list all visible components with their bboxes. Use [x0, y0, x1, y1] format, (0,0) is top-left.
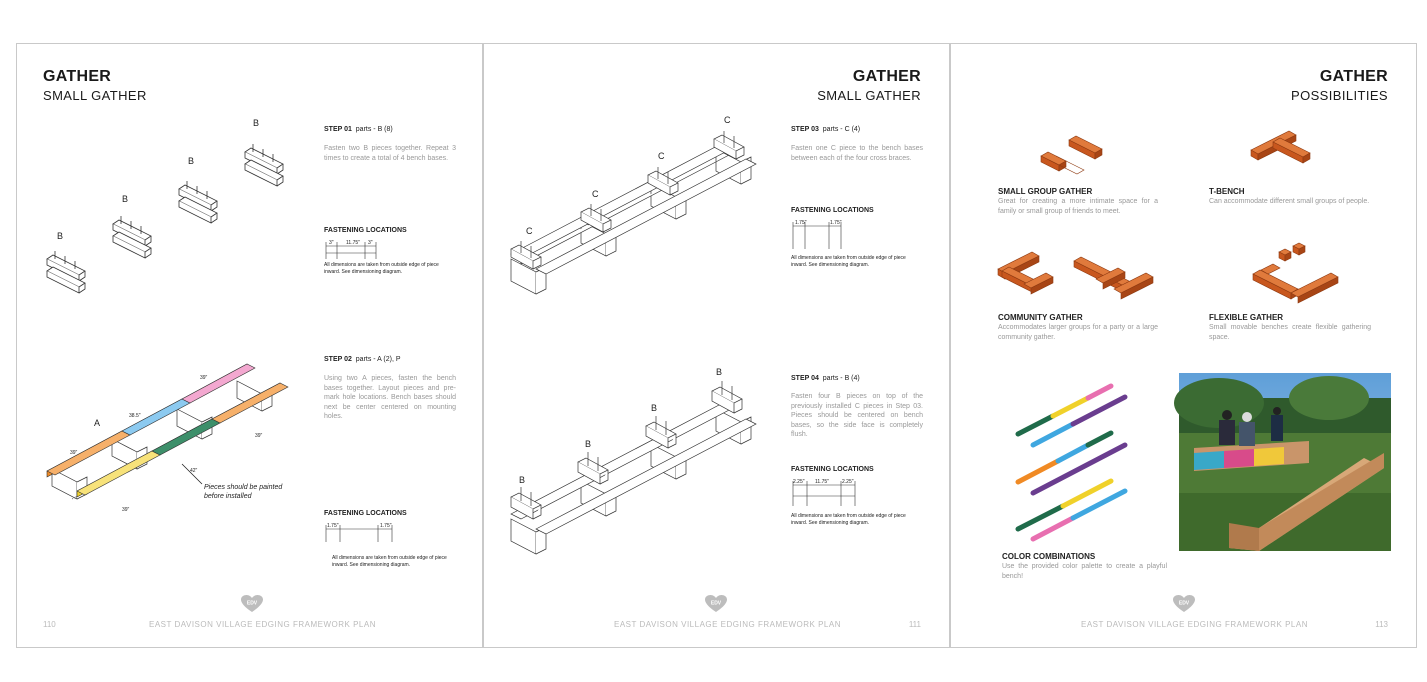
small-group-gather-illustration: [1039, 132, 1119, 182]
dim-39-top: 39": [200, 375, 208, 381]
page-subtitle: POSSIBILITIES: [1291, 88, 1388, 103]
page-113: [950, 43, 1417, 648]
page-number: 110: [43, 620, 56, 629]
step-02-parts: parts - A (2), P: [355, 356, 401, 363]
community-gather-title: COMMUNITY GATHER: [998, 313, 1083, 322]
fastening-note-2: All dimensions are taken from outside edge of piece inward. See dimensioning diagram.: [332, 555, 447, 568]
t-bench-title: T-BENCH: [1209, 187, 1245, 196]
color-combinations-illustration: [1013, 379, 1143, 544]
fastening-title-3: FASTENING LOCATIONS: [791, 207, 874, 214]
step-03-text: Fasten one C piece to the bench bases between each of the four cross braces.: [791, 145, 923, 162]
dim-39-left: 39": [70, 450, 78, 456]
edv-heart-logo: [705, 595, 727, 613]
fastening-4-dim-1: 2.25": [793, 479, 805, 485]
fastening-1-dim-3: 3": [368, 240, 373, 246]
step-02-diagram: [42, 359, 292, 519]
color-combinations-text: Use the provided color palette to create a playful bench!: [1002, 563, 1167, 580]
page-title: GATHER: [43, 68, 112, 85]
fastening-3-dim-2: 1.75": [830, 220, 842, 226]
step-03-label: STEP 03: [791, 126, 819, 133]
step-03-heading: [791, 126, 860, 133]
logo-text: EDV: [710, 600, 722, 607]
label-c-1: C: [526, 226, 533, 236]
t-bench-text: Can accommodate different small groups of people.: [1209, 198, 1370, 205]
flexible-gather-text: Small movable benches create flexible gathering space.: [1209, 324, 1371, 341]
fastening-1-dim-1: 3": [329, 240, 334, 246]
fastening-note-1: All dimensions are taken from outside edge of piece inward. See dimensioning diagram.: [324, 262, 439, 275]
paint-note-line-1: Pieces should be painted: [204, 484, 283, 491]
small-group-gather-title: SMALL GROUP GATHER: [998, 187, 1093, 196]
fastening-note-4: All dimensions are taken from outside edge of piece inward. See dimensioning diagram.: [791, 513, 906, 526]
footer-text: EAST DAVISON VILLAGE EDGING FRAMEWORK PLAN: [1081, 620, 1308, 629]
step-01-text: Fasten two B pieces together. Repeat 3 times to create a total of 4 bench bases.: [324, 145, 456, 162]
fastening-diagram-4: [791, 478, 861, 508]
step-04-label: STEP 04: [791, 375, 819, 382]
fastening-4-dim-3: 2.25": [842, 479, 854, 485]
page-110: [16, 43, 483, 648]
step-02-text: Using two A pieces, fasten the bench bases together. Layout pieces and pre-mark hole locations. Bench bases should next be center centered on mounting holes.: [324, 375, 456, 420]
step-04-text: Fasten four B pieces on top of the previously installed C pieces in Step 03. Pieces should be centered on bench bases, so the side face is completely flush.: [791, 393, 923, 438]
label-b-2: B: [122, 194, 129, 204]
page-title: GATHER: [852, 68, 921, 85]
color-combinations-title: COLOR COMBINATIONS: [1002, 552, 1096, 561]
fastening-3-dim-1: 1.75": [795, 220, 807, 226]
step-04-diagram: [506, 359, 756, 559]
fastening-diagram-3: [791, 219, 851, 251]
page-subtitle: SMALL GATHER: [43, 88, 147, 103]
fastening-title-2: FASTENING LOCATIONS: [324, 510, 407, 517]
step-01-label: STEP 01: [324, 126, 352, 133]
label-b-1: B: [519, 475, 526, 485]
label-b-1: B: [57, 231, 64, 241]
fastening-4-dim-2: 11.75": [815, 479, 829, 485]
fastening-2-dim-1: 1.75": [327, 523, 339, 529]
label-c-4: C: [724, 115, 731, 125]
community-gather-illustration: [996, 249, 1156, 304]
step-03-diagram: [506, 109, 756, 299]
step-04-parts: parts - B (4): [822, 375, 860, 382]
step-04-heading: [791, 375, 860, 382]
bench-photo: [1179, 373, 1391, 551]
flexible-gather-title: FLEXIBLE GATHER: [1209, 313, 1284, 322]
page-number: 111: [908, 620, 921, 629]
footer-text: EAST DAVISON VILLAGE EDGING FRAMEWORK PLAN: [149, 620, 376, 629]
step-01-heading: [324, 126, 393, 133]
page-title: GATHER: [1319, 68, 1388, 85]
label-b-4: B: [716, 367, 723, 377]
label-c-3: C: [658, 151, 665, 161]
label-b-2: B: [585, 439, 592, 449]
small-group-gather-text: Great for creating a more intimate space for a family or small group of friends to meet.: [998, 198, 1158, 215]
label-b-3: B: [651, 403, 658, 413]
step-01-parts: parts - B (8): [355, 126, 393, 133]
dim-42: 42": [190, 468, 198, 474]
fastening-1-dim-2: 11.75": [346, 240, 360, 246]
footer-text: EAST DAVISON VILLAGE EDGING FRAMEWORK PLAN: [614, 620, 841, 629]
logo-text: EDV: [246, 600, 258, 607]
step-01-diagram: [37, 114, 297, 314]
page-111: [483, 43, 950, 648]
label-c-2: C: [592, 189, 599, 199]
fastening-title-4: FASTENING LOCATIONS: [791, 466, 874, 473]
step-02-heading: [324, 356, 401, 363]
fastening-diagram-1: [324, 239, 384, 259]
edv-heart-logo: [241, 595, 263, 613]
edv-heart-logo: [1173, 595, 1195, 613]
dim-38-5: 38.5": [129, 413, 141, 419]
flexible-gather-illustration: [1251, 244, 1351, 304]
page-number: 113: [1375, 620, 1388, 629]
dim-39-right: 39": [255, 433, 263, 439]
page-subtitle: SMALL GATHER: [817, 88, 921, 103]
fastening-title-1: FASTENING LOCATIONS: [324, 227, 407, 234]
label-b-3: B: [188, 156, 195, 166]
fastening-2-dim-2: 1.75": [380, 523, 392, 529]
logo-text: EDV: [1178, 600, 1190, 607]
fastening-note-3: All dimensions are taken from outside edge of piece inward. See dimensioning diagram.: [791, 255, 906, 268]
label-b-4: B: [253, 118, 260, 128]
paint-note-line-2: before installed: [204, 493, 252, 500]
label-a: A: [94, 418, 101, 428]
step-03-parts: parts - C (4): [822, 126, 861, 133]
t-bench-illustration: [1249, 128, 1319, 178]
step-02-label: STEP 02: [324, 356, 352, 363]
community-gather-text: Accommodates larger groups for a party or a large community gather.: [998, 324, 1158, 341]
fastening-diagram-2: [324, 522, 394, 542]
dim-39-bottom: 39": [122, 507, 130, 513]
